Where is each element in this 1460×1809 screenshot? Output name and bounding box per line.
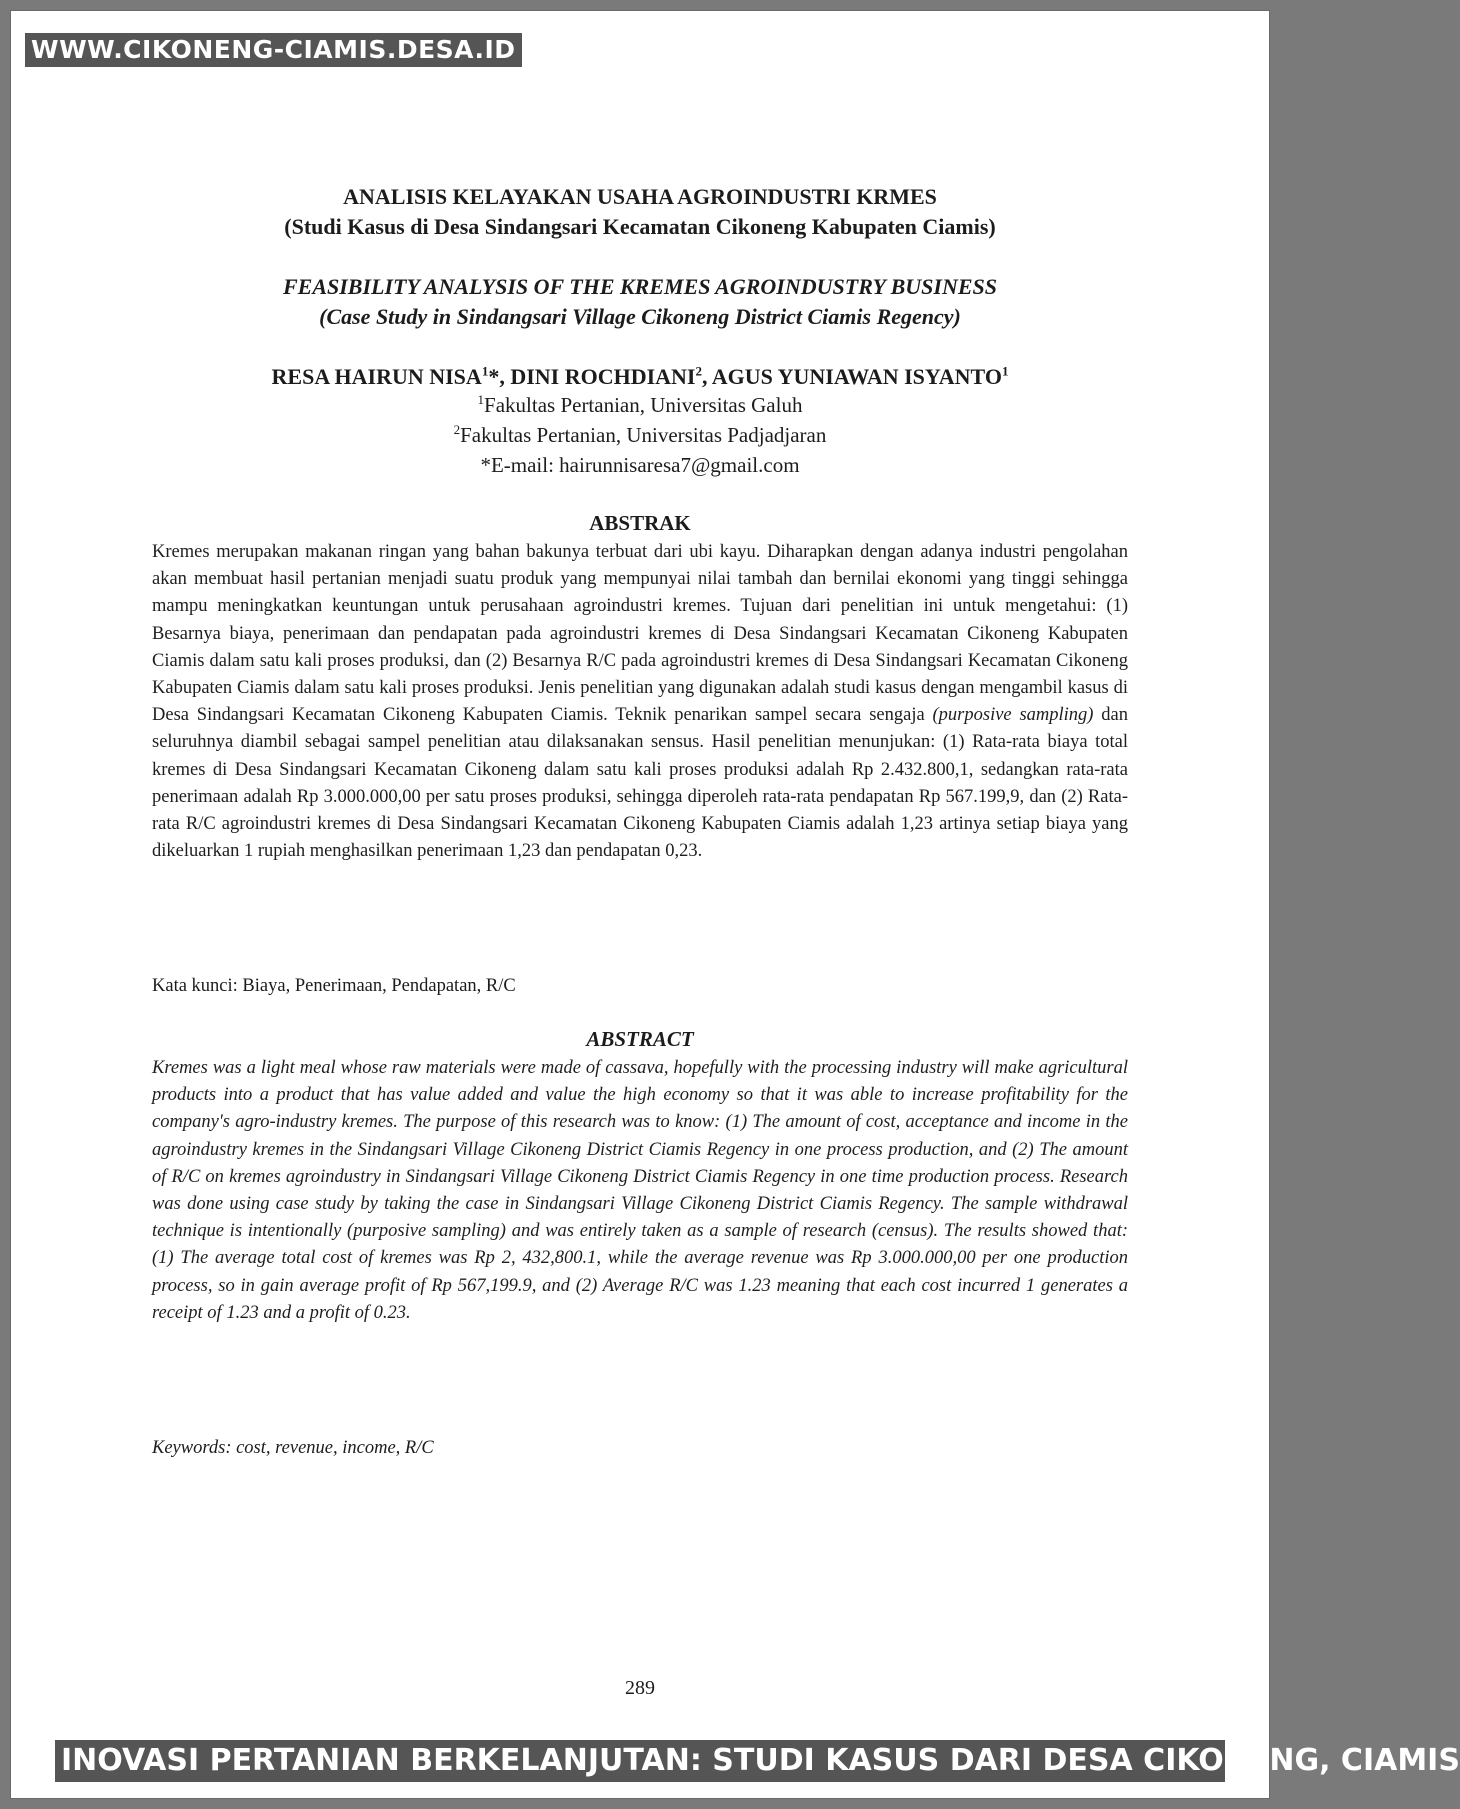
kata-kunci: Kata kunci: Biaya, Penerimaan, Pendapatan, R/C: [152, 976, 516, 996]
title-id-line-2: (Studi Kasus di Desa Sindangsari Kecamatan Cikoneng Kabupaten Ciamis): [284, 214, 996, 239]
author-affiliation-mark: 2: [695, 363, 702, 379]
page-number: 289: [625, 1677, 655, 1699]
abstract-heading: ABSTRACT: [586, 1027, 694, 1051]
title-en-line-1: FEASIBILITY ANALYSIS OF THE KREMES AGROINDUSTRY BUSINESS: [282, 274, 997, 299]
abstract-body: Kremes was a light meal whose raw materials were made of cassava, hopefully with the processing industry will make agricultural products into a product that has value added and value the high economy so that it was able to increase profitability for the company's agro-industry kremes. The purpose of this research was to know: (1) The amount of cost, acceptance and income in the agroindustry kremes in the Sindangsari Village Cikoneng District Ciamis Regency in one process production, and (2) The amount of R/C on kremes agroindustry in Sindangsari Village Cikoneng District Ciamis Regency in one time production process. Research was done using case study by taking the case in Sindangsari Village Cikoneng District Ciamis Regency. The sample withdrawal technique is intentionally (purposive sampling) and was entirely taken as a sample of research (census). The results showed that: (1) The average total cost of kremes was Rp 2, 432,800.1, while the average revenue was Rp 3.000.000,00 per one production process, so in gain average profit of Rp 567,199.9, and (2) Average R/C was 1.23 meaning that each cost incurred 1 generates a receipt of 1.23 and a profit of 0.23.: [152, 1058, 1128, 1323]
author-list: RESA HAIRUN NISA$^1$*, DINI ROCHDIANI$^2$, AGUS YUNIAWAN ISYANTO$^1$: [271, 363, 1009, 389]
author-name: AGUS YUNIAWAN ISYANTO: [711, 364, 1002, 389]
author-affiliation-mark: 1: [481, 363, 489, 379]
site-url-banner: WWW.CIKONENG-CIAMIS.DESA.ID: [25, 33, 522, 67]
article-title-banner: INOVASI PERTANIAN BERKELANJUTAN: STUDI KASUS DARI DESA CIKONENG, CIAMIS: [55, 1740, 1225, 1782]
abstrak-body: [152, 539, 1128, 865]
paper-title-indonesian: [150, 182, 1130, 242]
affiliation-text: Fakultas Pertanian, Universitas Galuh: [484, 393, 803, 417]
abstrak-heading: ABSTRAK: [589, 511, 691, 535]
abstrak-italic-term: (purposive sampling): [932, 705, 1094, 726]
affiliation-line: [150, 390, 1130, 420]
contact-email: *E-mail: hairunnisaresa7@gmail.com: [480, 453, 800, 477]
author-name: DINI ROCHDIANI: [510, 364, 696, 389]
affiliation-text: Fakultas Pertanian, Universitas Padjadjaran: [460, 423, 827, 447]
author-name: RESA HAIRUN NISA: [271, 364, 482, 389]
corresponding-author-mark: *: [488, 364, 500, 389]
affiliation-line: [150, 420, 1130, 450]
abstrak-text-part-1: Kremes merupakan makanan ringan yang bahan bakunya terbuat dari ubi kayu. Diharapkan dengan adanya industri pengolahan akan membuat hasil pertanian menjadi suatu produk yang mempunyai nilai tambah dan bernilai ekonomi yang tinggi sehingga mampu meningkatkan keuntungan untuk perusahaan agroindustri kremes. Tujuan dari penelitian ini untuk mengetahui: (1) Besarnya biaya, penerimaan dan pendapatan pada agroindustri kremes di Desa Sindangsari Kecamatan Cikoneng Kabupaten Ciamis dalam satu kali proses produksi, dan (2) Besarnya R/C pada agroindustri kremes di Desa Sindangsari Kecamatan Cikoneng Kabupaten Ciamis dalam satu kali proses produksi. Jenis penelitian yang digunakan adalah studi kasus dengan mengambil kasus di Desa Sindangsari Kecamatan Cikoneng Kabupaten Ciamis. Teknik penarikan sampel secara sengaja: [152, 542, 1128, 726]
paper-title-english: [150, 272, 1130, 332]
affiliation-mark: 2: [453, 422, 461, 437]
abstrak-text-part-2: dan seluruhnya diambil sebagai sampel penelitian atau dilaksanakan sensus. Hasil penelitian menunjukan: (1) Rata-rata biaya total kremes di Desa Sindangsari Kecamatan Cikoneng dalam satu kali proses produksi adalah Rp 2.432.800,1, sedangkan rata-rata penerimaan adalah Rp 3.000.000,00 per satu proses produksi, sehingga diperoleh rata-rata pendapatan Rp 567.199,9, dan (2) Rata-rata R/C agroindustri kremes di Desa Sindangsari Kecamatan Cikoneng Kabupaten Ciamis adalah 1,23 artinya setiap biaya yang dikeluarkan 1 rupiah menghasilkan penerimaan 1,23 dan pendapatan 0,23.: [152, 705, 1129, 862]
title-id-line-1: ANALISIS KELAYAKAN USAHA AGROINDUSTRI KRMES: [343, 184, 937, 209]
author-affiliation-mark: 1: [1001, 363, 1009, 379]
affiliations: [150, 390, 1130, 480]
keywords: Keywords: cost, revenue, income, R/C: [152, 1438, 434, 1458]
affiliation-mark: 1: [477, 392, 485, 407]
title-en-line-2: (Case Study in Sindangsari Village Cikoneng District Ciamis Regency): [319, 304, 961, 329]
